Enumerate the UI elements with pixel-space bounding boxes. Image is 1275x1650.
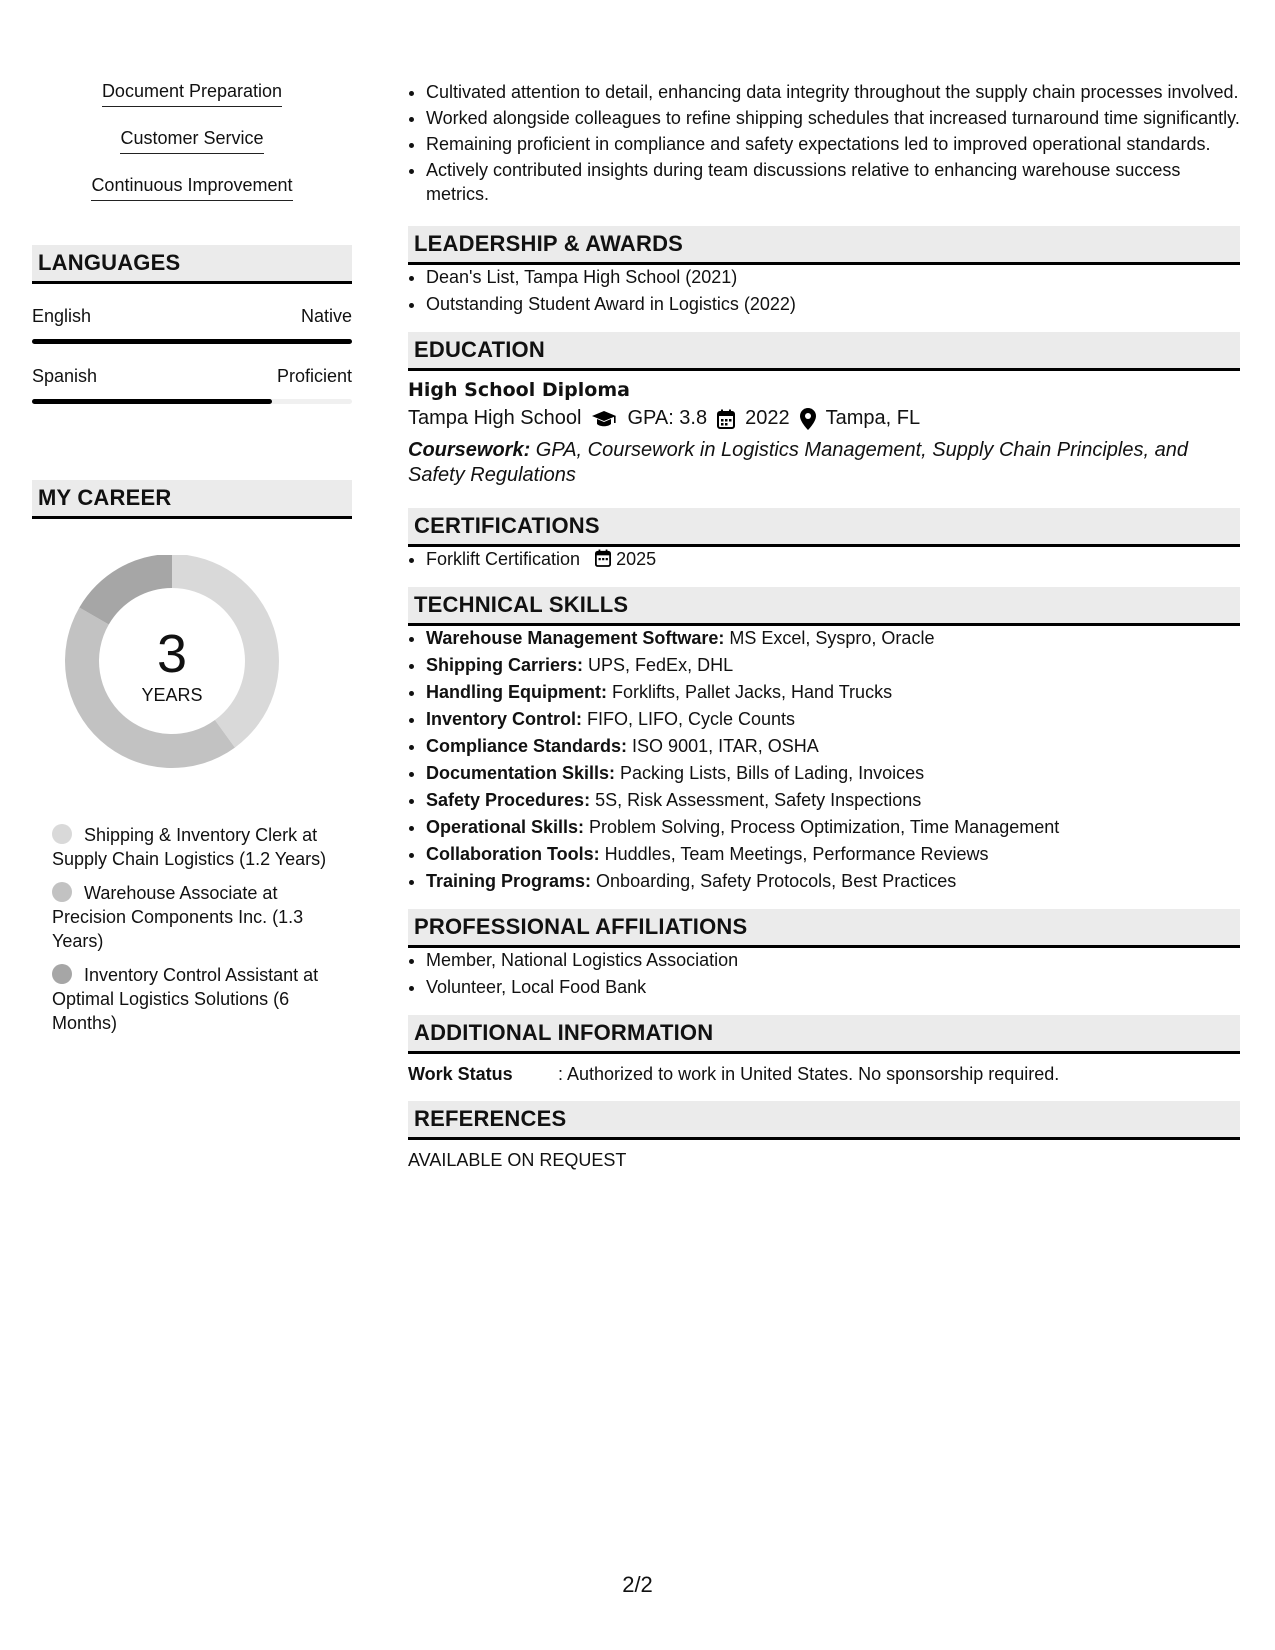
work-status-row [408, 1064, 1240, 1085]
skill-values: UPS, FedEx, DHL [583, 655, 734, 675]
legend-dot [52, 882, 72, 902]
section-heading: PROFESSIONAL AFFILIATIONS [408, 909, 1240, 948]
list-item [426, 761, 1240, 785]
career-legend-item [52, 823, 332, 871]
skill-values: Forklifts, Pallet Jacks, Hand Trucks [606, 682, 893, 702]
language-name: English [32, 306, 92, 326]
skill-label: Document Preparation [102, 80, 282, 107]
languages-heading: LANGUAGES [32, 245, 352, 284]
additional-info-section [408, 1015, 1240, 1085]
experience-bullets [408, 80, 1240, 206]
certification-name: Forklift Certification [426, 549, 581, 569]
skill-values: Problem Solving, Process Optimization, Time Management [584, 817, 1060, 837]
list-item: • Worked alongside colleagues to refine shipping schedules that increased turnaround time significantly. [426, 106, 1240, 130]
skill-values: 5S, Risk Assessment, Safety Inspections [590, 790, 922, 810]
coursework [408, 438, 1240, 488]
list-item [426, 815, 1240, 839]
graduation-cap-icon [591, 409, 617, 429]
calendar-icon [595, 549, 611, 567]
section-heading: TECHNICAL SKILLS [408, 587, 1240, 626]
list-item: • Remaining proficient in compliance and safety expectations led to improved operational standards. [426, 132, 1240, 156]
career-legend [52, 823, 332, 1035]
location-pin-icon [800, 408, 816, 430]
list-item [426, 788, 1240, 812]
skill-values: FIFO, LIFO, Cycle Counts [582, 709, 796, 729]
calendar-icon [717, 409, 735, 429]
skill-category: Operational Skills: [426, 817, 585, 837]
language-level: Native [300, 306, 352, 326]
career-legend-item [52, 881, 332, 953]
skills-list [32, 80, 352, 201]
leadership-section [408, 226, 1240, 316]
right-column [408, 80, 1240, 1171]
language-item [32, 366, 352, 404]
work-status-label: Work Status [408, 1064, 513, 1084]
list-item [426, 547, 1240, 571]
skill-category: Warehouse Management Software: [426, 628, 725, 648]
language-level-fill [32, 399, 272, 404]
language-level-bar [32, 399, 352, 404]
career-donut-chart [32, 555, 352, 787]
work-status-value: : Authorized to work in United States. No sponsorship required. [558, 1064, 1060, 1084]
affiliations-list [408, 948, 1240, 999]
skill-category: Handling Equipment: [426, 682, 607, 702]
skill-tag [32, 174, 352, 201]
skill-category: Documentation Skills: [426, 763, 616, 783]
list-item [426, 680, 1240, 704]
list-item [426, 734, 1240, 758]
technical-skills-list [408, 626, 1240, 893]
section-heading: EDUCATION [408, 332, 1240, 371]
coursework-text: GPA, Coursework in Logistics Management, Supply Chain Principles, and Safety Regulations [408, 439, 1188, 486]
leadership-list [408, 265, 1240, 316]
certifications-section [408, 508, 1240, 571]
skill-tag [32, 127, 352, 154]
skill-category: Shipping Carriers: [426, 655, 584, 675]
list-item: • Outstanding Student Award in Logistics (2022) [426, 292, 1240, 316]
donut-segment-3 [79, 555, 172, 625]
career-legend-label: Warehouse Associate at Precision Components Inc. (1.3 Years) [52, 883, 304, 951]
technical-skills-section [408, 587, 1240, 893]
list-item: • Actively contributed insights during team discussions relative to enhancing warehouse success metrics. [426, 158, 1240, 206]
list-item [426, 842, 1240, 866]
education-section [408, 332, 1240, 488]
skill-category: Inventory Control: [426, 709, 582, 729]
degree-title: High School Diploma [408, 379, 630, 401]
school-location: Tampa, FL [825, 407, 921, 429]
affiliations-section [408, 909, 1240, 999]
list-item: • Member, National Logistics Association [426, 948, 1240, 972]
left-column [32, 80, 352, 1045]
career-legend-item [52, 963, 332, 1035]
references-section [408, 1101, 1240, 1171]
skill-category: Training Programs: [426, 871, 592, 891]
legend-dot [52, 824, 72, 844]
career-legend-label: Inventory Control Assistant at Optimal Logistics Solutions (6 Months) [52, 965, 319, 1033]
skill-values: ISO 9001, ITAR, OSHA [627, 736, 819, 756]
skill-values: Packing Lists, Bills of Lading, Invoices [615, 763, 925, 783]
language-level-bar [32, 339, 352, 344]
legend-dot [52, 964, 72, 984]
list-item: • Dean's List, Tampa High School (2021) [426, 265, 1240, 289]
school-name: Tampa High School [408, 407, 582, 429]
list-item [426, 626, 1240, 650]
language-level: Proficient [276, 366, 352, 386]
certifications-list [408, 547, 1240, 571]
language-level-fill [32, 339, 352, 344]
skill-values: Huddles, Team Meetings, Performance Reviews [599, 844, 989, 864]
gpa: GPA: 3.8 [627, 407, 708, 429]
references-text: AVAILABLE ON REQUEST [408, 1150, 627, 1170]
page-number: 2/2 [622, 1572, 653, 1597]
section-heading: CERTIFICATIONS [408, 508, 1240, 547]
career-total-unit: YEARS [141, 685, 203, 705]
graduation-year: 2022 [745, 407, 790, 429]
skill-category: Safety Procedures: [426, 790, 591, 810]
skill-values: Onboarding, Safety Protocols, Best Practices [591, 871, 957, 891]
skill-tag [32, 80, 352, 107]
section-heading: LEADERSHIP & AWARDS [408, 226, 1240, 265]
career-legend-label: Shipping & Inventory Clerk at Supply Chain Logistics (1.2 Years) [52, 825, 327, 869]
certification-year: 2025 [616, 549, 657, 569]
skill-category: Compliance Standards: [426, 736, 628, 756]
skill-category: Collaboration Tools: [426, 844, 600, 864]
language-name: Spanish [32, 366, 98, 386]
coursework-label: Coursework: [408, 439, 531, 461]
skill-label: Customer Service [120, 127, 263, 154]
skill-label: Continuous Improvement [91, 174, 292, 201]
list-item [426, 707, 1240, 731]
list-item [426, 869, 1240, 893]
list-item: • Cultivated attention to detail, enhancing data integrity throughout the supply chain processes involved. [426, 80, 1240, 104]
list-item: • Volunteer, Local Food Bank [426, 975, 1240, 999]
education-meta [408, 407, 1240, 430]
skill-values: MS Excel, Syspro, Oracle [724, 628, 935, 648]
list-item [426, 653, 1240, 677]
language-item [32, 306, 352, 344]
career-total-number: 3 [156, 624, 188, 684]
career-heading: MY CAREER [32, 480, 352, 519]
section-heading: REFERENCES [408, 1101, 1240, 1140]
section-heading: ADDITIONAL INFORMATION [408, 1015, 1240, 1054]
